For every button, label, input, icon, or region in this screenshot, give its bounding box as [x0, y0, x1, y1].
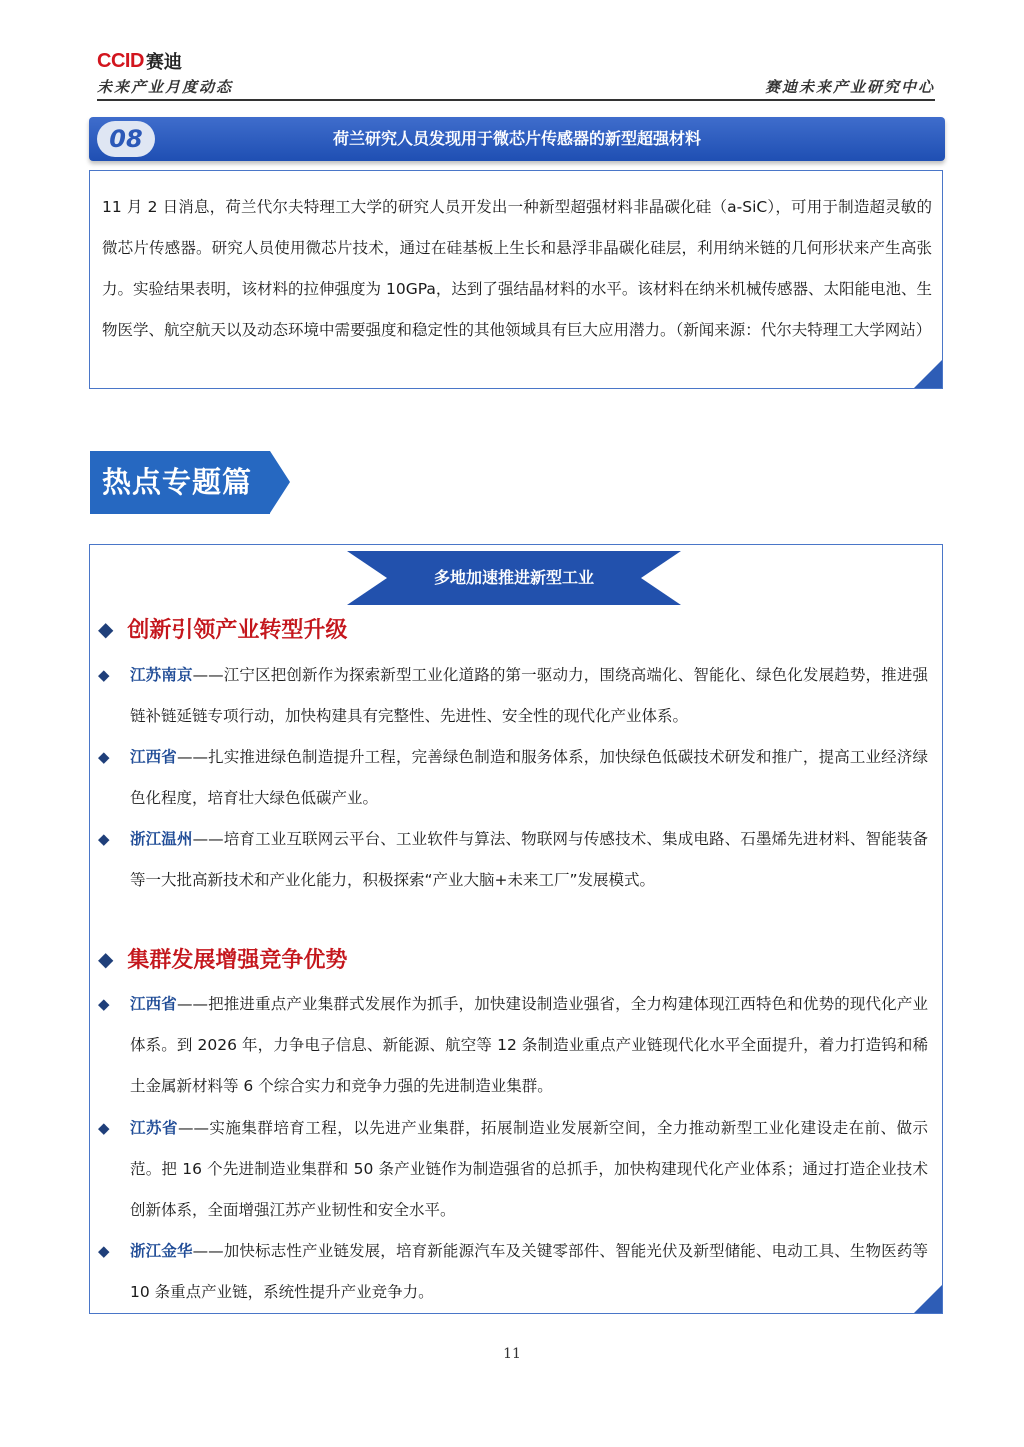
section-08-content-box — [89, 170, 943, 389]
diamond-bullet-icon: ◆ — [98, 995, 110, 1013]
item-text: ——加快标志性产业链发展，培育新能源汽车及关键零部件、智能光伏及新型储能、电动工具、生物医药等 10 条重点产业链，系统性提升产业竞争力。 — [130, 1242, 928, 1301]
section-08-title: 荷兰研究人员发现用于微芯片传感器的新型超强材料 — [332, 129, 701, 148]
item-text: ——把推进重点产业集群式发展作为抓手，加快建设制造业强省，全力构建体现江西特色和优势的现代化产业体系。到 2026 年，力争电子信息、新能源、航空等 12 条制造业重点产业链现代化水平全面提升，着力打造钨和稀土金属新材料等 6 个综合实力和竞争力强的先进制造业集群。 — [130, 995, 928, 1095]
group-heading: ◆ 创新引领产业转型升级 — [98, 616, 348, 643]
list-item — [98, 655, 928, 737]
location-label: 江苏南京 — [130, 666, 193, 684]
hot-topic-label — [90, 451, 300, 514]
location-label: 浙江金华 — [130, 1242, 193, 1260]
arrow-shape — [270, 451, 290, 513]
topic-ribbon — [347, 551, 681, 605]
section-08-title-bar — [89, 117, 945, 161]
corner-decoration — [914, 1285, 942, 1313]
logo-chinese: 赛迪 — [145, 52, 182, 73]
list-item — [98, 984, 928, 1107]
location-label: 江西省 — [130, 748, 177, 766]
ccid-logo — [97, 50, 182, 72]
list-item — [98, 1108, 928, 1231]
list-item — [98, 819, 928, 901]
list-item — [98, 737, 928, 819]
diamond-bullet-icon: ◆ — [98, 946, 114, 971]
diamond-bullet-icon: ◆ — [98, 666, 110, 684]
location-label: 江西省 — [130, 995, 177, 1013]
diamond-bullet-icon: ◆ — [98, 1242, 110, 1260]
hot-topic-box — [89, 544, 943, 1314]
diamond-bullet-icon: ◆ — [98, 830, 110, 848]
header-organization: 赛迪未来产业研究中心 — [764, 78, 935, 96]
header-publication-title: 未来产业月度动态 — [97, 78, 234, 96]
diamond-bullet-icon: ◆ — [98, 748, 110, 766]
logo-latin: CCID — [97, 49, 144, 72]
page-header — [97, 48, 935, 100]
list-item — [98, 1231, 928, 1313]
item-text: ——江宁区把创新作为探索新型工业化道路的第一驱动力，围绕高端化、智能化、绿色化发展趋势，推进强链补链延链专项行动，加快构建具有完整性、先进性、安全性的现代化产业体系。 — [130, 666, 928, 725]
item-text: ——培育工业互联网云平台、工业软件与算法、物联网与传感技术、集成电路、石墨烯先进材料、智能装备等一大批高新技术和产业化能力，积极探索“产业大脑+未来工厂”发展模式。 — [130, 830, 928, 889]
group-heading: ◆ 集群发展增强竞争优势 — [98, 946, 348, 973]
hot-topic-text: 热点专题篇 — [102, 465, 253, 499]
diamond-bullet-icon: ◆ — [98, 616, 114, 641]
header-divider — [97, 99, 935, 101]
item-text: ——扎实推进绿色制造提升工程，完善绿色制造和服务体系，加快绿色低碳技术研发和推广，提高工业经济绿色化程度，培育壮大绿色低碳产业。 — [130, 748, 928, 807]
location-label: 浙江温州 — [130, 830, 193, 848]
topic-ribbon-title: 多地加速推进新型工业 — [433, 568, 594, 587]
diamond-bullet-icon: ◆ — [98, 1119, 110, 1137]
section-08-body: 11 月 2 日消息，荷兰代尔夫特理工大学的研究人员开发出一种新型超强材料非晶碳化硅（a-SiC），可用于制造超灵敏的微芯片传感器。研究人员使用微芯片技术，通过在硅基板上生长和悬浮非晶碳化硅层，利用纳米链的几何形状来产生高张力。实验结果表明，该材料的拉伸强度为 10GPa，达到了强结晶材料的水平。该材料在纳米机械传感器、太阳能电池、生物医学、航空航天以及动态环境中需要强度和稳定性的其他领域具有巨大应用潜力。（新闻来源：代尔夫特理工大学网站） — [102, 198, 932, 339]
item-text: ——实施集群培育工程，以先进产业集群，拓展制造业发展新空间，全力推动新型工业化建设走在前、做示范。把 16 个先进制造业集群和 50 条产业链作为制造强省的总抓手，加快构建现代化产业体系；通过打造企业技术创新体系，全面增强江苏产业韧性和安全水平。 — [130, 1119, 928, 1219]
corner-decoration — [914, 360, 942, 388]
section-number-badge: 08 — [97, 121, 155, 157]
page-number: 11 — [503, 1346, 521, 1362]
location-label: 江苏省 — [130, 1119, 178, 1137]
